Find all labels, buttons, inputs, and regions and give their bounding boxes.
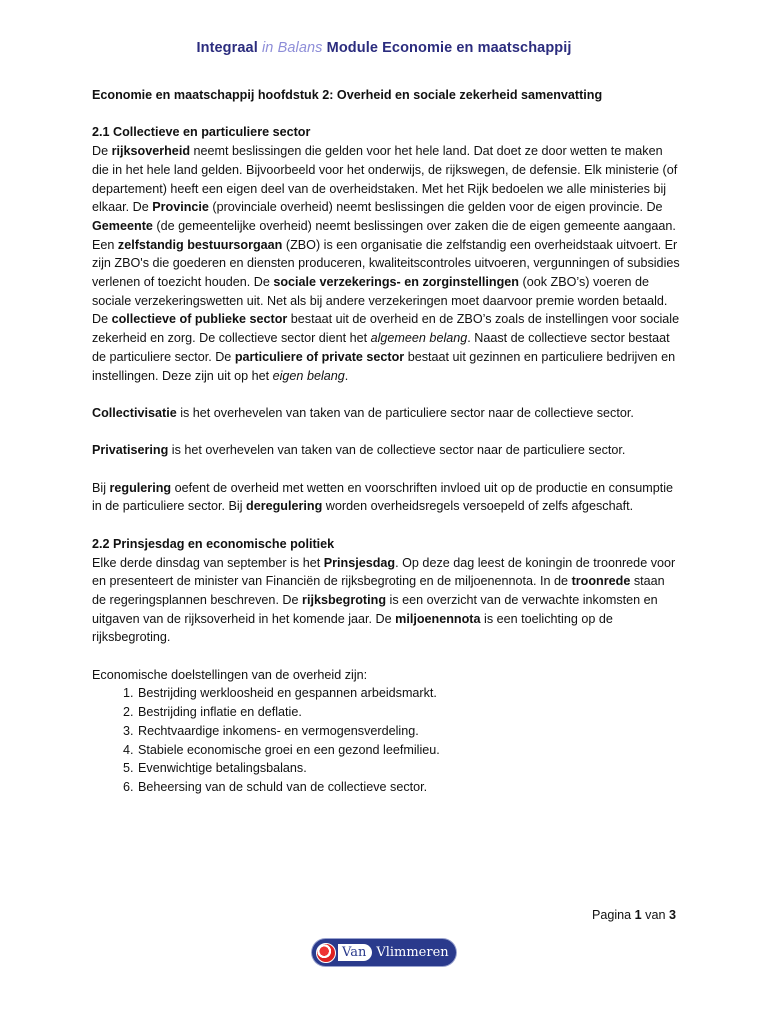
document-title: Economie en maatschappij hoofdstuk 2: Overheid en sociale zekerheid samenvatting	[92, 88, 603, 102]
header-in-balans: in Balans	[261, 40, 323, 56]
list-item: 1. Bestrijding werkloosheid en gespannen arbeidsmarkt.	[137, 684, 682, 703]
paragraph-privatisering: Privatisering is het overhevelen van taken van de collectieve sector naar de particuliere sector.	[92, 443, 626, 458]
list-item: 6. Beheersing van de schuld van de collectieve sector.	[137, 778, 682, 797]
bold-term: particuliere of private sector	[234, 349, 405, 364]
header-module: Module Economie en maatschappij	[326, 40, 572, 56]
section-heading-2-1: 2.1 Collectieve en particuliere sector	[92, 125, 311, 140]
bold-term: Prinsjesdag	[323, 555, 396, 570]
list-item: 4. Stabiele economische groei en een gezond leefmilieu.	[137, 741, 682, 760]
section-heading-2-2: 2.2 Prinsjesdag en economische politiek	[92, 536, 335, 551]
bold-term: rijksbegroting	[302, 592, 387, 607]
bold-term: miljoenennota	[395, 611, 481, 626]
bold-term: zelfstandig bestuursorgaan	[117, 237, 283, 252]
header-integraal: Integraal	[196, 40, 258, 56]
document-body	[92, 86, 682, 797]
van-vlimmeren-logo	[312, 939, 456, 966]
paragraph-prinsjesdag: Elke derde dinsdag van september is het Prinsjesdag. Op deze dag leest de koningin de troonrede voor en presenteert de minister van Financiën de rijksbegroting en de miljoenennota. In de troonrede staan de regeringsplannen beschreven. De rijksbegroting is een overzicht van de verwachte inkomsten en uitgaven van de rijksoverheid in het komende jaar. De miljoenennota is een toelichting op de rijksbegroting.	[92, 555, 676, 645]
list-item: 2. Bestrijding inflatie en deflatie.	[137, 703, 682, 722]
paragraph-collectivisatie: Collectivisatie is het overhevelen van taken van de particuliere sector naar de collectieve sector.	[92, 405, 634, 420]
logo-vlimmeren: Vlimmeren	[376, 945, 449, 960]
bold-term: Provincie	[152, 200, 209, 215]
logo-mark-icon	[316, 943, 336, 963]
bold-term: collectieve of publieke sector	[111, 312, 288, 327]
paragraph-overheid: De rijksoverheid neemt beslissingen die gelden voor het hele land. Dat doet ze door wetten te maken die in het hele land gelden. Bijvoorbeeld voor het onderwijs, de rijkswegen, de defensie. Elk ministerie (of departement) heeft een eigen deel van de overheidstaken. Met het Rijk bedoelen we alle ministeries bij elkaar. De Provincie (provinciale overheid) neemt beslissingen die gelden voor de eigen provincie. De Gemeente (de gemeentelijke overheid) neemt beslissingen over zaken die de eigen gemeente aangaan. Een zelfstandig bestuursorgaan (ZBO) is een organisatie die zelfstandig een overheidstaak uitvoert. Er zijn ZBO's die goederen en diensten produceren, kwaliteitscontroles uitvoeren, vergunningen of subsidies verlenen of toezicht houden. De sociale verzekerings- en zorginstellingen (ook ZBO’s) voeren de sociale verzekeringswetten uit. Net als bij andere verzekeringen moet daarvoor premie worden betaald. De collectieve of publieke sector bestaat uit de overheid en de ZBO’s zoals de instellingen voor sociale zekerheid en zorg. De collectieve sector dient het algemeen belang. Naast de collectieve sector bestaat de particuliere sector. De particuliere of private sector bestaat uit gezinnen en particuliere bedrijven en instellingen. Deze zijn uit op het eigen belang.	[92, 144, 680, 383]
bold-term: rijksoverheid	[111, 144, 191, 159]
doelstellingen-list	[92, 684, 682, 796]
page-header	[0, 40, 768, 56]
italic-term: algemeen belang	[370, 331, 468, 346]
bold-term: Collectivisatie	[92, 405, 177, 420]
italic-term: eigen belang	[272, 368, 345, 383]
bold-term: deregulering	[246, 499, 323, 514]
logo-van: Van	[338, 944, 372, 961]
paragraph-regulering: Bij regulering oefent de overheid met wetten en voorschriften invloed uit op de productie en consumptie in de particuliere sector. Bij deregulering worden overheidsregels versoepeld of zelfs afgeschaft.	[92, 480, 674, 514]
list-intro: Economische doelstellingen van de overheid zijn:	[92, 667, 368, 682]
list-item: 5. Evenwichtige betalingsbalans.	[137, 759, 682, 778]
list-item: 3. Rechtvaardige inkomens- en vermogensverdeling.	[137, 722, 682, 741]
bold-term: sociale verzekerings- en zorginstellingen	[273, 275, 520, 290]
page-number: Pagina 1 van 3	[591, 908, 676, 922]
bold-term: Gemeente	[92, 218, 153, 233]
bold-term: troonrede	[571, 574, 631, 589]
bold-term: regulering	[109, 480, 172, 495]
bold-term: Privatisering	[92, 443, 169, 458]
